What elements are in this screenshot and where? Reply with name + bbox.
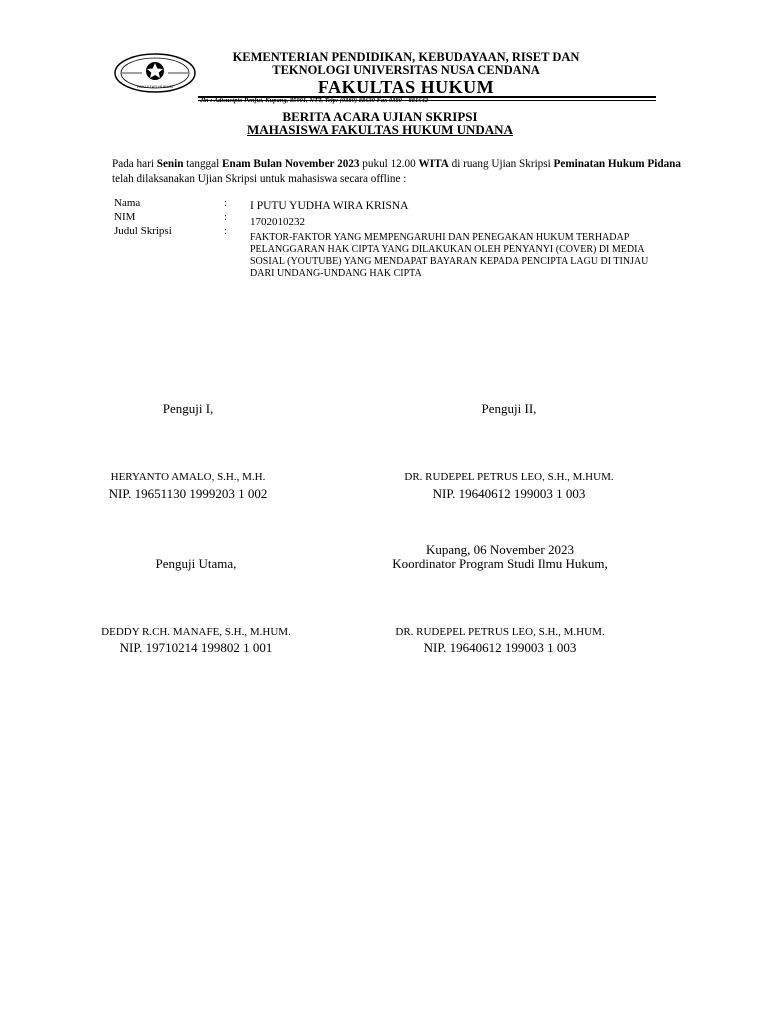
logo-text: FAKULTAS HUKUM bbox=[137, 84, 173, 89]
koordinator-name: DR. RUDEPEL PETRUS LEO, S.H., M.HUM. bbox=[395, 626, 605, 638]
penguji1-nip: NIP. 19651130 1999203 1 002 bbox=[108, 486, 268, 501]
institution-line-2: TEKNOLOGI UNIVERSITAS NUSA CENDANA bbox=[272, 63, 540, 77]
koordinator-nip: NIP. 19640612 199003 1 003 bbox=[423, 640, 577, 655]
address-line: Jln : Adisucipto Penfui, Kupang, 85001, NTT, Telp: (0380) 88639 Fax 0380 – 881642 bbox=[200, 97, 429, 104]
place-date: Kupang, 06 November 2023 bbox=[425, 542, 575, 557]
colon: : bbox=[224, 197, 228, 209]
exam-day: Senin bbox=[156, 158, 184, 170]
penguji2-name: DR. RUDEPEL PETRUS LEO, S.H., M.HUM. bbox=[404, 471, 614, 483]
document-subtitle: MAHASISWA FAKULTAS HUKUM UNDANA bbox=[247, 122, 513, 137]
penguji-utama-nip: NIP. 19710214 199802 1 001 bbox=[119, 640, 273, 655]
penguji-utama-name: DEDDY R.CH. MANAFE, S.H., M.HUM. bbox=[101, 626, 291, 638]
penguji1-role: Penguji I, bbox=[162, 401, 214, 416]
timezone: WITA bbox=[418, 158, 449, 170]
nim-label: NIM bbox=[114, 211, 136, 223]
colon: : bbox=[224, 211, 228, 223]
faculty-name: FAKULTAS HUKUM bbox=[317, 77, 495, 97]
penguji1-name: HERYANTO AMALO, S.H., M.H. bbox=[110, 471, 266, 483]
penguji2-nip: NIP. 19640612 199003 1 003 bbox=[432, 486, 586, 501]
penguji2-role: Penguji II, bbox=[481, 401, 537, 416]
document-title: BERITA ACARA UJIAN SKRIPSI bbox=[282, 109, 478, 124]
student-nim: 1702010232 bbox=[250, 216, 305, 228]
university-logo bbox=[112, 52, 198, 94]
colon: : bbox=[224, 225, 228, 237]
seal-icon bbox=[112, 52, 198, 94]
name-label: Nama bbox=[114, 197, 141, 209]
intro-paragraph: Pada hari Senin tanggal Enam Bulan November 2023 pukul 12.00 WITA di ruang Ujian Skripsi Peminatan Hukum Pidana telah dilaksanakan Ujian Skripsi untuk mahasiswa secara offline : bbox=[112, 158, 681, 185]
peminatan: Peminatan Hukum Pidana bbox=[553, 158, 681, 170]
koordinator-role: Koordinator Program Studi Ilmu Hukum, bbox=[392, 556, 608, 571]
institution-line-1: KEMENTERIAN PENDIDIKAN, KEBUDAYAAN, RISET DAN bbox=[232, 50, 580, 64]
student-name: I PUTU YUDHA WIRA KRISNA bbox=[250, 200, 409, 212]
penguji-utama-role: Penguji Utama, bbox=[155, 556, 237, 571]
judul-label: Judul Skripsi bbox=[114, 225, 172, 237]
exam-date: Enam Bulan November 2023 bbox=[222, 158, 360, 170]
thesis-title: FAKTOR-FAKTOR YANG MEMPENGARUHI DAN PENEGAKAN HUKUM TERHADAP PELANGGARAN HAK CIPTA YANG DILAKUKAN OLEH PENYANYI (COVER) DI MEDIA SOSIAL (YOUTUBE) YANG MENDAPAT BAYARAN KEPADA PENCIPTA LAGU DI TINJAU DARI UNDANG-UNDANG HAK CIPTA bbox=[250, 232, 649, 279]
